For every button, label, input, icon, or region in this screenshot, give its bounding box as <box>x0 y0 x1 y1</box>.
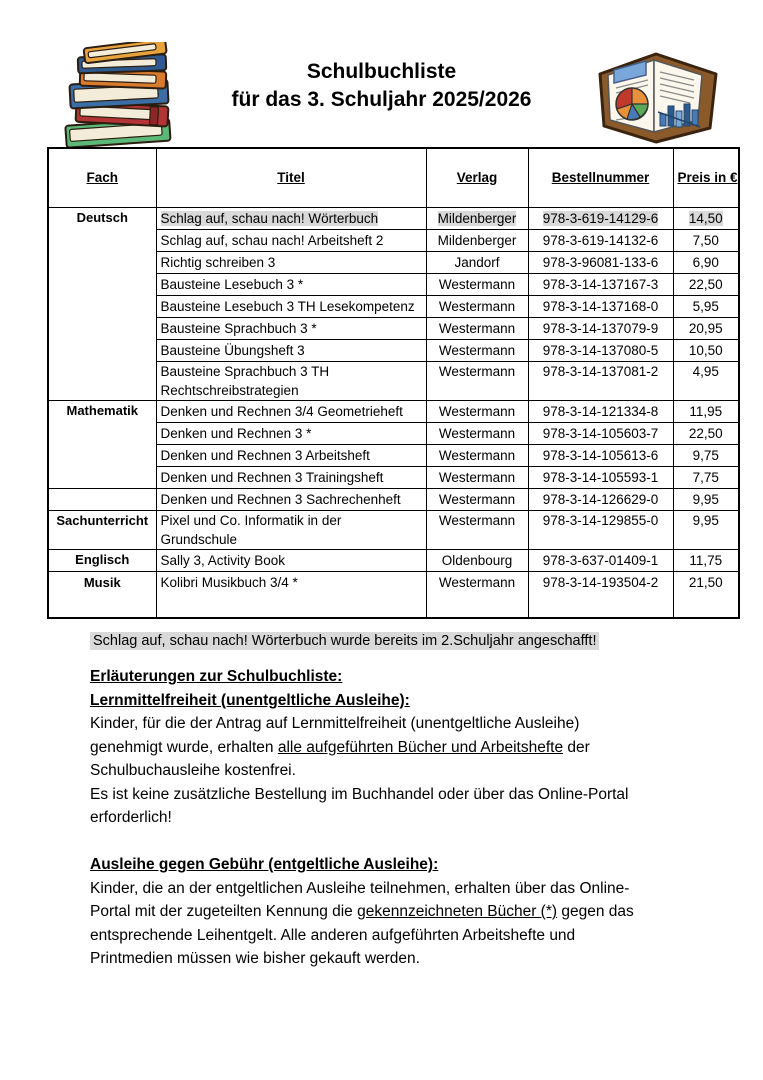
verlag-cell-text: Westermann <box>438 342 516 358</box>
bestellnummer-cell <box>528 208 673 230</box>
verlag-cell-text: Jandorf <box>454 254 500 270</box>
verlag-cell-text: Westermann <box>438 298 516 314</box>
bestellnummer-cell-text: 978-3-14-137168-0 <box>542 298 659 314</box>
titel-cell <box>156 230 426 252</box>
verlag-cell <box>426 208 528 230</box>
titel-cell <box>156 423 426 445</box>
preis-cell-text: 9,95 <box>692 491 719 507</box>
bestellnummer-cell <box>528 489 673 511</box>
titel-cell <box>156 362 426 401</box>
titel-cell <box>156 208 426 230</box>
verlag-cell <box>426 572 528 618</box>
titel-cell-text: Bausteine Sprachbuch 3 * <box>160 320 317 336</box>
header-fach: Fach <box>48 148 156 208</box>
table-row <box>48 550 739 572</box>
text-line: Kinder, für die der Antrag auf Lernmittelfreiheit (unentgeltliche Ausleihe) <box>90 715 580 732</box>
preis-cell-text: 9,95 <box>692 513 719 528</box>
preis-cell-text: 5,95 <box>692 298 719 314</box>
titel-cell <box>156 296 426 318</box>
verlag-cell-text: Westermann <box>438 403 516 419</box>
bestellnummer-cell-text: 978-3-619-14132-6 <box>542 232 659 248</box>
open-book-charts-icon <box>594 48 722 146</box>
verlag-cell-text: Westermann <box>438 447 516 463</box>
text-line: entsprechende Leihentgelt. Alle anderen aufgeführten Arbeitshefte und <box>90 926 576 944</box>
titel-cell <box>156 340 426 362</box>
title-line-2: für das 3. Schuljahr 2025/2026 <box>231 88 532 111</box>
bestellnummer-cell <box>528 274 673 296</box>
preis-cell-text: 20,95 <box>688 320 723 336</box>
titel-cell-text: Pixel und Co. Informatik in der Grundschule <box>160 513 342 547</box>
text-line: Portal mit der zugeteilten Kennung die gekennzeichneten Bücher (*) gegen das <box>90 903 634 920</box>
bestellnummer-cell <box>528 401 673 423</box>
preis-cell-text: 22,50 <box>688 276 723 292</box>
text-line: Printmedien müssen wie bisher gekauft werden. <box>90 950 420 967</box>
bestellnummer-cell-text: 978-3-96081-133-6 <box>542 254 659 270</box>
verlag-cell-text: Westermann <box>438 575 516 590</box>
verlag-cell <box>426 230 528 252</box>
verlag-cell-text: Westermann <box>438 491 516 507</box>
titel-cell-text: Richtig schreiben 3 <box>160 254 276 270</box>
preis-cell <box>673 511 739 550</box>
verlag-cell <box>426 511 528 550</box>
bestellnummer-cell <box>528 296 673 318</box>
preis-cell-text: 7,50 <box>692 232 719 248</box>
titel-cell <box>156 445 426 467</box>
verlag-cell-text: Westermann <box>438 469 516 485</box>
preis-cell <box>673 274 739 296</box>
preis-cell-text: 9,75 <box>692 447 719 463</box>
preis-cell <box>673 230 739 252</box>
titel-cell-text: Bausteine Lesebuch 3 * <box>160 276 304 292</box>
free-loan-heading: Lernmittelfreiheit (unentgeltliche Ausleihe): <box>90 691 410 709</box>
titel-cell <box>156 401 426 423</box>
bestellnummer-cell-text: 978-3-14-105593-1 <box>542 469 659 485</box>
preis-cell <box>673 489 739 511</box>
preis-cell-text: 14,50 <box>688 210 723 226</box>
fach-cell: Musik <box>48 572 156 618</box>
bestellnummer-cell-text: 978-3-14-121334-8 <box>542 403 659 419</box>
preis-cell <box>673 362 739 401</box>
verlag-cell <box>426 274 528 296</box>
table-header-row <box>48 148 739 208</box>
bestellnummer-cell <box>528 362 673 401</box>
titel-cell-text: Kolibri Musikbuch 3/4 * <box>160 575 298 590</box>
verlag-cell <box>426 489 528 511</box>
bestellnummer-cell-text: 978-3-14-193504-2 <box>542 575 659 590</box>
fach-cell: Englisch <box>48 550 156 572</box>
explanations-heading: Erläuterungen zur Schulbuchliste: <box>90 668 343 685</box>
table-row <box>48 572 739 618</box>
titel-cell-text: Bausteine Übungsheft 3 <box>160 342 305 358</box>
paid-loan-heading: Ausleihe gegen Gebühr (entgeltliche Ausleihe): <box>90 856 439 873</box>
fach-cell <box>48 489 156 511</box>
preis-cell <box>673 252 739 274</box>
bestellnummer-cell <box>528 252 673 274</box>
preis-cell <box>673 423 739 445</box>
verlag-cell-text: Mildenberger <box>437 232 517 248</box>
titel-cell-text: Denken und Rechnen 3 * <box>160 425 312 441</box>
note-highlight-text: Schlag auf, schau nach! Wörterbuch wurde bereits im 2.Schuljahr angeschafft! <box>90 632 599 650</box>
bestellnummer-cell-text: 978-3-14-137081-2 <box>542 364 659 379</box>
preis-cell-text: 7,75 <box>692 469 719 485</box>
fach-cell: Mathematik <box>48 401 156 489</box>
bestellnummer-cell <box>528 423 673 445</box>
titel-cell <box>156 252 426 274</box>
paid-loan-paragraph <box>90 877 715 971</box>
preis-cell-text: 22,50 <box>688 425 723 441</box>
fach-cell: Sachunterricht <box>48 511 156 550</box>
bestellnummer-cell-text: 978-3-14-137080-5 <box>542 342 659 358</box>
fach-cell: Deutsch <box>48 208 156 401</box>
preis-cell <box>673 401 739 423</box>
header-verlag: Verlag <box>426 148 528 208</box>
preis-cell-text: 11,95 <box>689 403 723 419</box>
verlag-cell <box>426 467 528 489</box>
preis-cell <box>673 467 739 489</box>
text-line: erforderlich! <box>90 809 172 826</box>
bestellnummer-cell <box>528 340 673 362</box>
text-line: Schulbuchausleihe kostenfrei. <box>90 762 296 779</box>
verlag-cell <box>426 401 528 423</box>
header-preis: Preis in € <box>673 148 739 208</box>
verlag-cell <box>426 445 528 467</box>
bestellnummer-cell <box>528 318 673 340</box>
table-row <box>48 489 739 511</box>
preis-cell <box>673 208 739 230</box>
preis-cell-text: 21,50 <box>688 575 723 590</box>
titel-cell-text: Bausteine Lesebuch 3 TH Lesekompetenz <box>160 298 415 314</box>
wordbook-note <box>90 630 599 652</box>
verlag-cell <box>426 296 528 318</box>
preis-cell <box>673 340 739 362</box>
preis-cell-text: 4,95 <box>692 364 719 379</box>
verlag-cell-text: Mildenberger <box>437 210 517 226</box>
bestellnummer-cell-text: 978-3-14-129855-0 <box>542 513 659 528</box>
verlag-cell <box>426 550 528 572</box>
schoolbook-table <box>47 147 740 619</box>
verlag-cell <box>426 340 528 362</box>
preis-cell-text: 6,90 <box>692 254 719 270</box>
header-bestellnummer: Bestellnummer <box>528 148 673 208</box>
titel-cell <box>156 318 426 340</box>
free-loan-paragraph <box>90 712 715 830</box>
titel-cell <box>156 550 426 572</box>
verlag-cell <box>426 318 528 340</box>
preis-cell <box>673 550 739 572</box>
preis-cell-text: 10,50 <box>688 342 723 358</box>
bestellnummer-cell-text: 978-3-14-137079-9 <box>542 320 659 336</box>
header-titel: Titel <box>156 148 426 208</box>
verlag-cell-text: Westermann <box>438 320 516 336</box>
verlag-cell-text: Westermann <box>438 276 516 292</box>
preis-cell <box>673 318 739 340</box>
table-row <box>48 401 739 423</box>
verlag-cell-text: Westermann <box>438 513 516 528</box>
titel-cell <box>156 467 426 489</box>
preis-cell-text: 11,75 <box>689 552 723 568</box>
verlag-cell-text: Oldenbourg <box>441 552 513 568</box>
verlag-cell <box>426 423 528 445</box>
titel-cell-text: Bausteine Sprachbuch 3 TH Rechtschreibstrategien <box>160 364 330 398</box>
text-line: Kinder, die an der entgeltlichen Ausleihe teilnehmen, erhalten über das Online- <box>90 879 630 897</box>
titel-cell-text: Denken und Rechnen 3 Trainingsheft <box>160 469 384 485</box>
table-row <box>48 208 739 230</box>
preis-cell <box>673 296 739 318</box>
text-line: Es ist keine zusätzliche Bestellung im Buchhandel oder über das Online-Portal <box>90 785 629 803</box>
explanations-section <box>90 665 715 971</box>
bestellnummer-cell <box>528 230 673 252</box>
titel-cell <box>156 572 426 618</box>
titel-cell <box>156 489 426 511</box>
verlag-cell-text: Westermann <box>438 364 516 379</box>
table-row <box>48 511 739 550</box>
titel-cell-text: Sally 3, Activity Book <box>160 552 286 568</box>
bestellnummer-cell-text: 978-3-14-137167-3 <box>542 276 659 292</box>
bestellnummer-cell-text: 978-3-14-105603-7 <box>542 425 659 441</box>
bestellnummer-cell-text: 978-3-619-14129-6 <box>542 210 659 226</box>
titel-cell-text: Denken und Rechnen 3 Arbeitsheft <box>160 447 370 463</box>
bestellnummer-cell-text: 978-3-637-01409-1 <box>542 552 659 568</box>
text-line: genehmigt wurde, erhalten alle aufgeführten Bücher und Arbeitshefte der <box>90 738 590 756</box>
verlag-cell-text: Westermann <box>438 425 516 441</box>
bestellnummer-cell <box>528 445 673 467</box>
verlag-cell <box>426 362 528 401</box>
titel-cell <box>156 274 426 296</box>
verlag-cell <box>426 252 528 274</box>
bestellnummer-cell-text: 978-3-14-126629-0 <box>542 491 659 507</box>
preis-cell <box>673 572 739 618</box>
titel-cell-text: Denken und Rechnen 3 Sachrechenheft <box>160 491 401 507</box>
titel-cell-text: Schlag auf, schau nach! Arbeitsheft 2 <box>160 232 384 248</box>
bestellnummer-cell-text: 978-3-14-105613-6 <box>542 447 659 463</box>
titel-cell <box>156 511 426 550</box>
bestellnummer-cell <box>528 467 673 489</box>
bestellnummer-cell <box>528 550 673 572</box>
preis-cell <box>673 445 739 467</box>
title-line-1: Schulbuchliste <box>306 60 457 83</box>
titel-cell-text: Denken und Rechnen 3/4 Geometrieheft <box>160 403 403 419</box>
titel-cell-text: Schlag auf, schau nach! Wörterbuch <box>160 210 379 226</box>
bestellnummer-cell <box>528 511 673 550</box>
bestellnummer-cell <box>528 572 673 618</box>
